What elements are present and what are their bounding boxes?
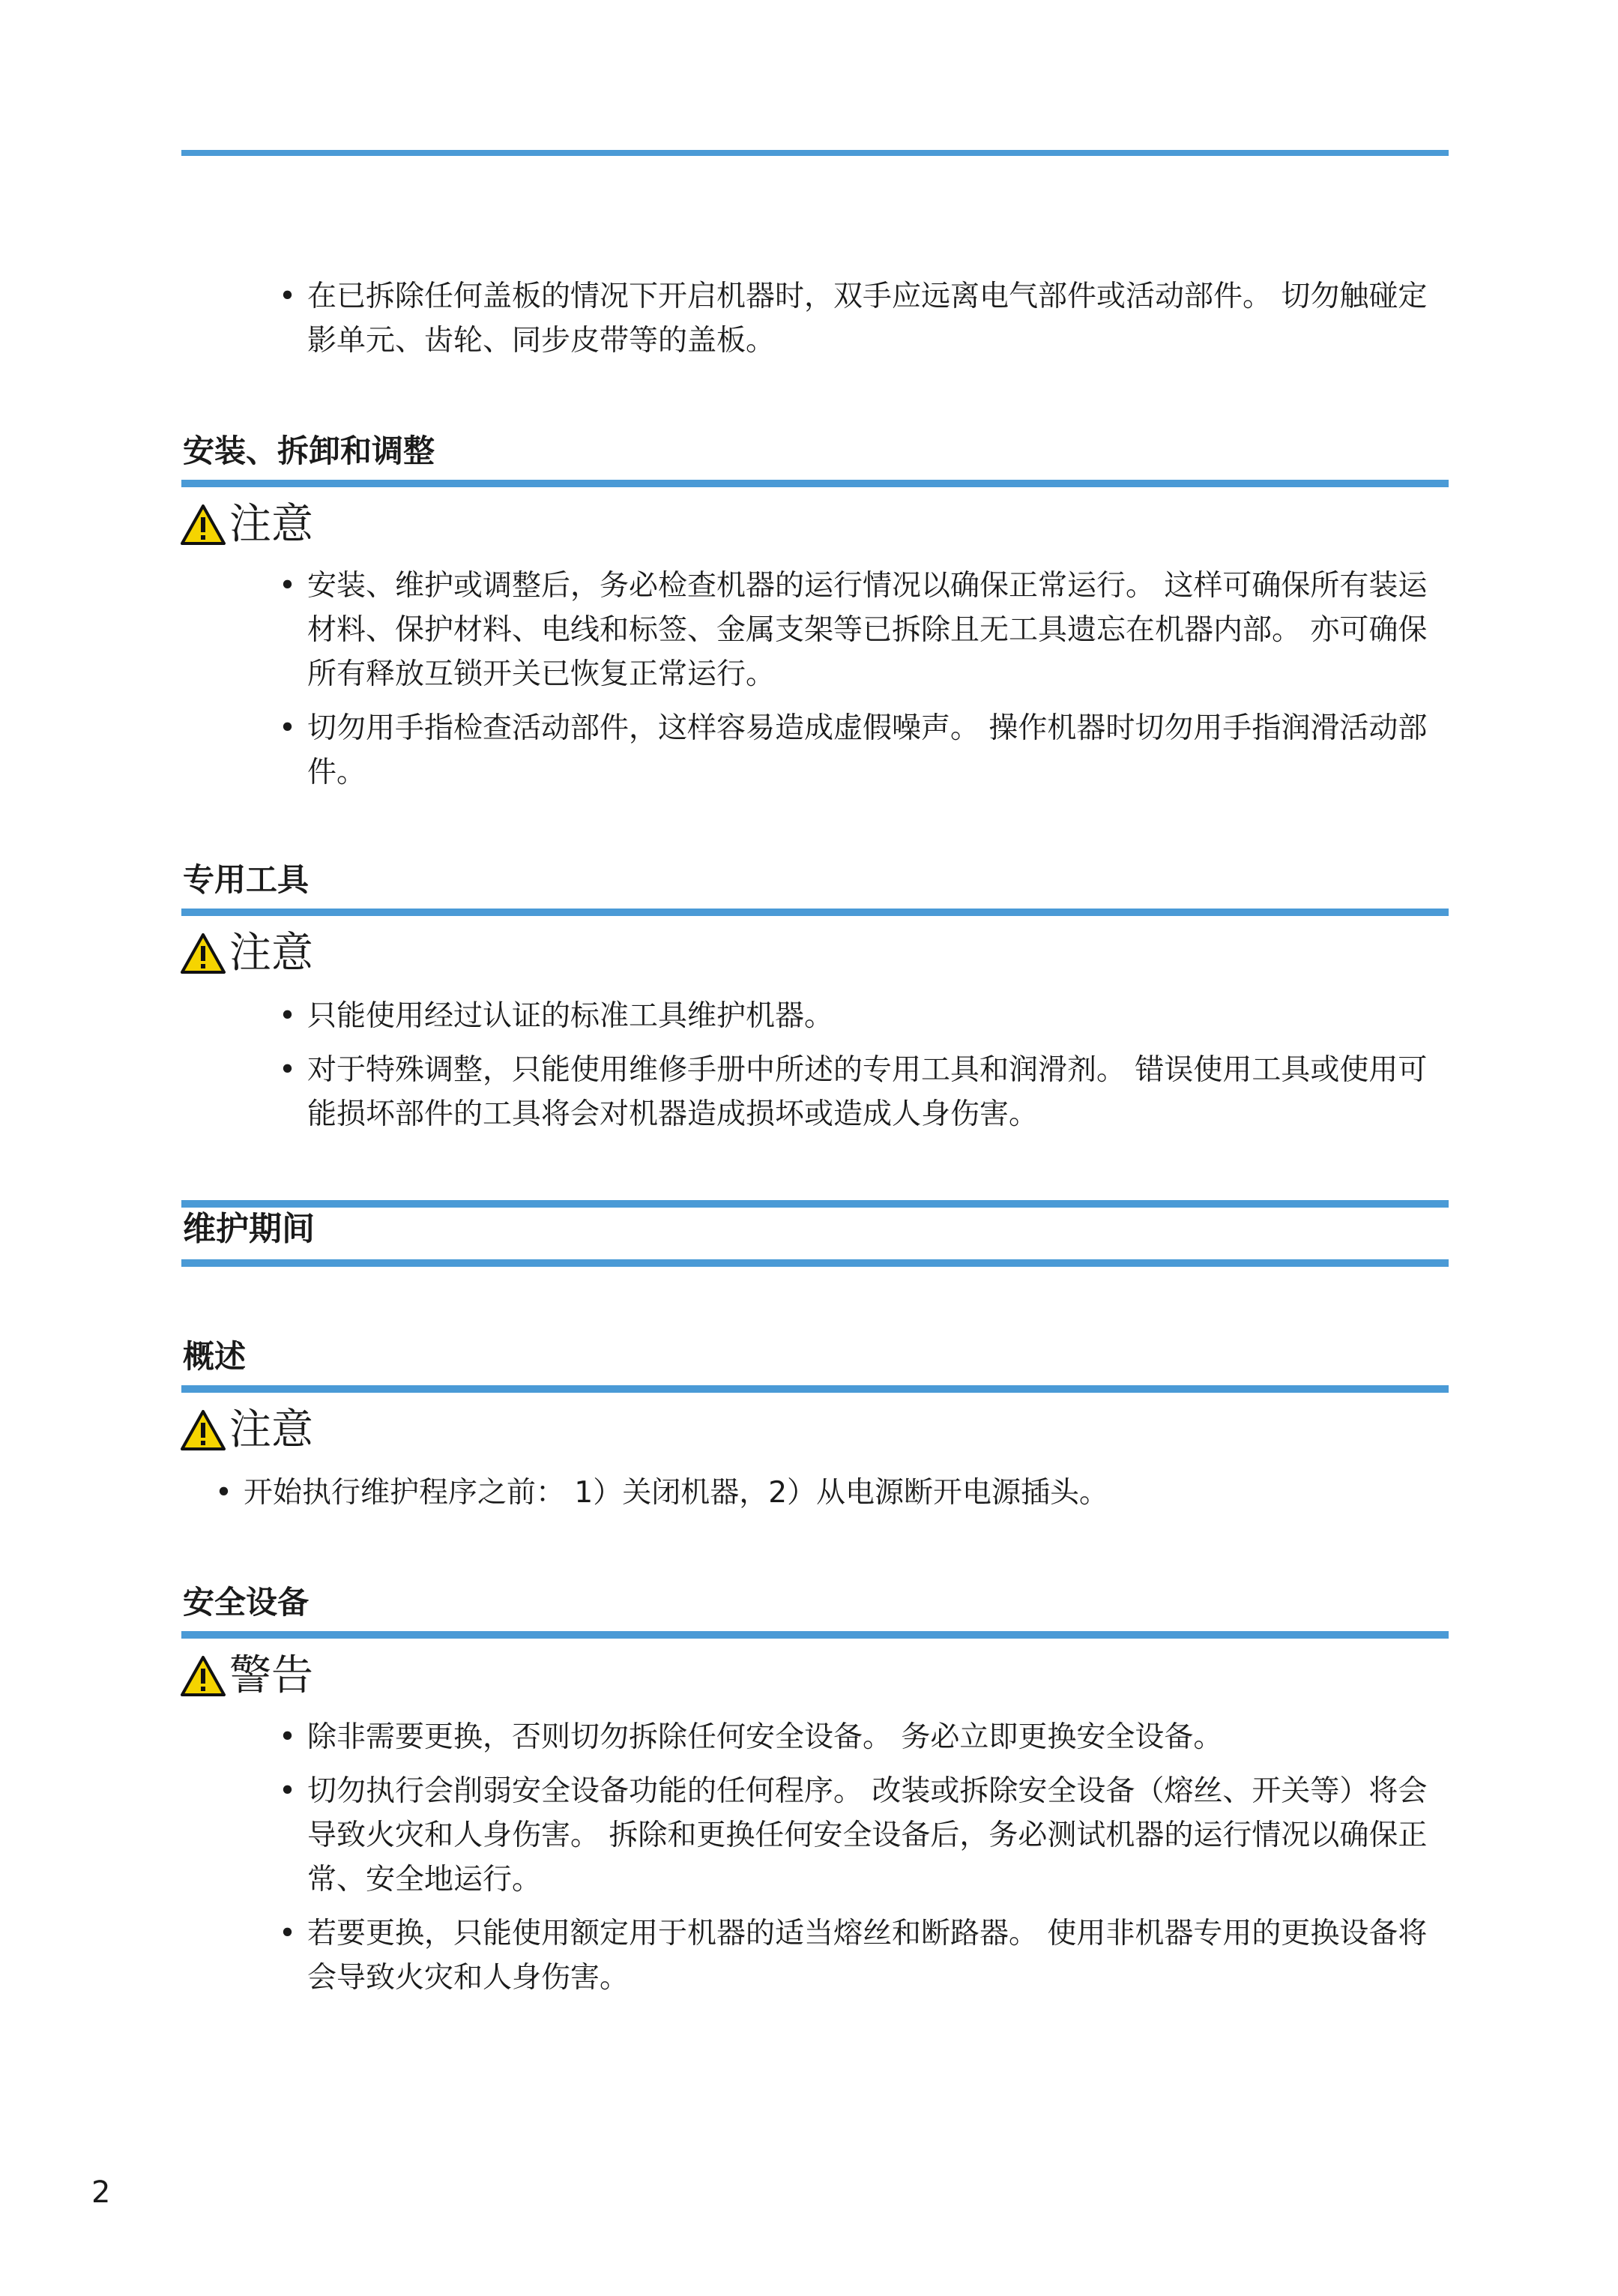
bullet-text: 除非需要更换，否则切勿拆除任何安全设备。 务必立即更换安全设备。 <box>307 1720 1223 1754</box>
warning-triangle-icon <box>180 1409 226 1451</box>
bullet-text: 切勿执行会削弱安全设备功能的任何程序。 改装或拆除安全设备（熔丝、开关等）将会导致火灾和人身伤害。 拆除和更换任何安全设备后，务必测试机器的运行情况以确保正常、安全地运行。 <box>307 1774 1428 1896</box>
page-number: 2 <box>91 2175 111 2210</box>
bullet-text: 对于特殊调整，只能使用维修手册中所述的专用工具和润滑剂。 错误使用工具或使用可能损坏部件的工具将会对机器造成损坏或造成人身伤害。 <box>307 1053 1428 1131</box>
caution-notice-install <box>180 498 313 551</box>
bullet-text: 在已拆除任何盖板的情况下开启机器时，双手应远离电气部件或活动部件。 切勿触碰定影单元、齿轮、同步皮带等的盖板。 <box>307 280 1428 358</box>
section-heading-install: 安装、拆卸和调整 <box>183 433 435 469</box>
list-item: • 开始执行维护程序之前： 1）关闭机器，2）从电源断开电源插头。 <box>215 1476 1109 1510</box>
warning-triangle-icon <box>180 504 226 546</box>
notice-label: 注意 <box>229 929 313 977</box>
section-rule-install <box>181 480 1449 487</box>
warning-triangle-icon <box>180 1655 226 1697</box>
list-item: • 除非需要更换，否则切勿拆除任何安全设备。 务必立即更换安全设备。 <box>279 1720 1223 1754</box>
list-item: • 对于特殊调整，只能使用维修手册中所述的专用工具和润滑剂。 错误使用工具或使用可能损坏部件的工具将会对机器造成损坏或造成人身伤害。 <box>279 1053 1428 1131</box>
caution-notice-overview <box>180 1404 313 1456</box>
notice-label: 注意 <box>229 500 313 549</box>
warning-triangle-icon <box>180 932 226 974</box>
chapter-rule-bottom <box>181 1259 1449 1267</box>
intro-bullet-list <box>279 274 1450 363</box>
overview-bullet-list <box>215 1471 1450 1515</box>
list-item: • 切勿执行会削弱安全设备功能的任何程序。 改装或拆除安全设备（熔丝、开关等）将会导致火灾和人身伤害。 拆除和更换任何安全设备后，务必测试机器的运行情况以确保正常、安全地运行。 <box>279 1774 1428 1896</box>
section-rule-overview <box>181 1385 1449 1393</box>
section-heading-overview: 概述 <box>183 1338 247 1375</box>
header-rule <box>181 150 1449 156</box>
chapter-rule-top <box>181 1200 1449 1208</box>
bullet-text: 切勿用手指检查活动部件，这样容易造成虚假噪声。 操作机器时切勿用手指润滑活动部件。 <box>307 711 1428 789</box>
bullet-text: 只能使用经过认证的标准工具维护机器。 <box>307 999 834 1033</box>
section-heading-tools: 专用工具 <box>183 861 310 898</box>
safety-bullet-list <box>279 1715 1450 2000</box>
list-item: • 只能使用经过认证的标准工具维护机器。 <box>279 999 834 1033</box>
notice-label: 警告 <box>229 1651 313 1700</box>
install-bullet-list <box>279 564 1450 795</box>
list-item: • 若要更换，只能使用额定用于机器的适当熔丝和断路器。 使用非机器专用的更换设备将会导致火灾和人身伤害。 <box>279 1917 1428 1995</box>
bullet-text: 安装、维护或调整后，务必检查机器的运行情况以确保正常运行。 这样可确保所有装运材料、保护材料、电线和标签、金属支架等已拆除且无工具遗忘在机器内部。 亦可确保所有释放互锁开关已恢复正常运行。 <box>307 569 1428 691</box>
list-item: • 安装、维护或调整后，务必检查机器的运行情况以确保正常运行。 这样可确保所有装运材料、保护材料、电线和标签、金属支架等已拆除且无工具遗忘在机器内部。 亦可确保所有释放互锁开关已恢复正常运行。 <box>279 569 1428 691</box>
bullet-text: 若要更换，只能使用额定用于机器的适当熔丝和断路器。 使用非机器专用的更换设备将会导致火灾和人身伤害。 <box>307 1917 1428 1995</box>
section-rule-tools <box>181 909 1449 916</box>
list-item: • 在已拆除任何盖板的情况下开启机器时，双手应远离电气部件或活动部件。 切勿触碰定影单元、齿轮、同步皮带等的盖板。 <box>279 280 1428 358</box>
caution-notice-tools <box>180 927 313 980</box>
chapter-heading-maintenance: 维护期间 <box>183 1210 315 1248</box>
warning-notice-safety <box>180 1650 313 1702</box>
list-item: • 切勿用手指检查活动部件，这样容易造成虚假噪声。 操作机器时切勿用手指润滑活动部件。 <box>279 711 1428 789</box>
section-heading-safety: 安全设备 <box>183 1584 310 1621</box>
bullet-text: 开始执行维护程序之前： 1）关闭机器，2）从电源断开电源插头。 <box>244 1476 1109 1510</box>
tools-bullet-list <box>279 994 1450 1136</box>
section-rule-safety <box>181 1631 1449 1639</box>
notice-label: 注意 <box>229 1405 313 1454</box>
